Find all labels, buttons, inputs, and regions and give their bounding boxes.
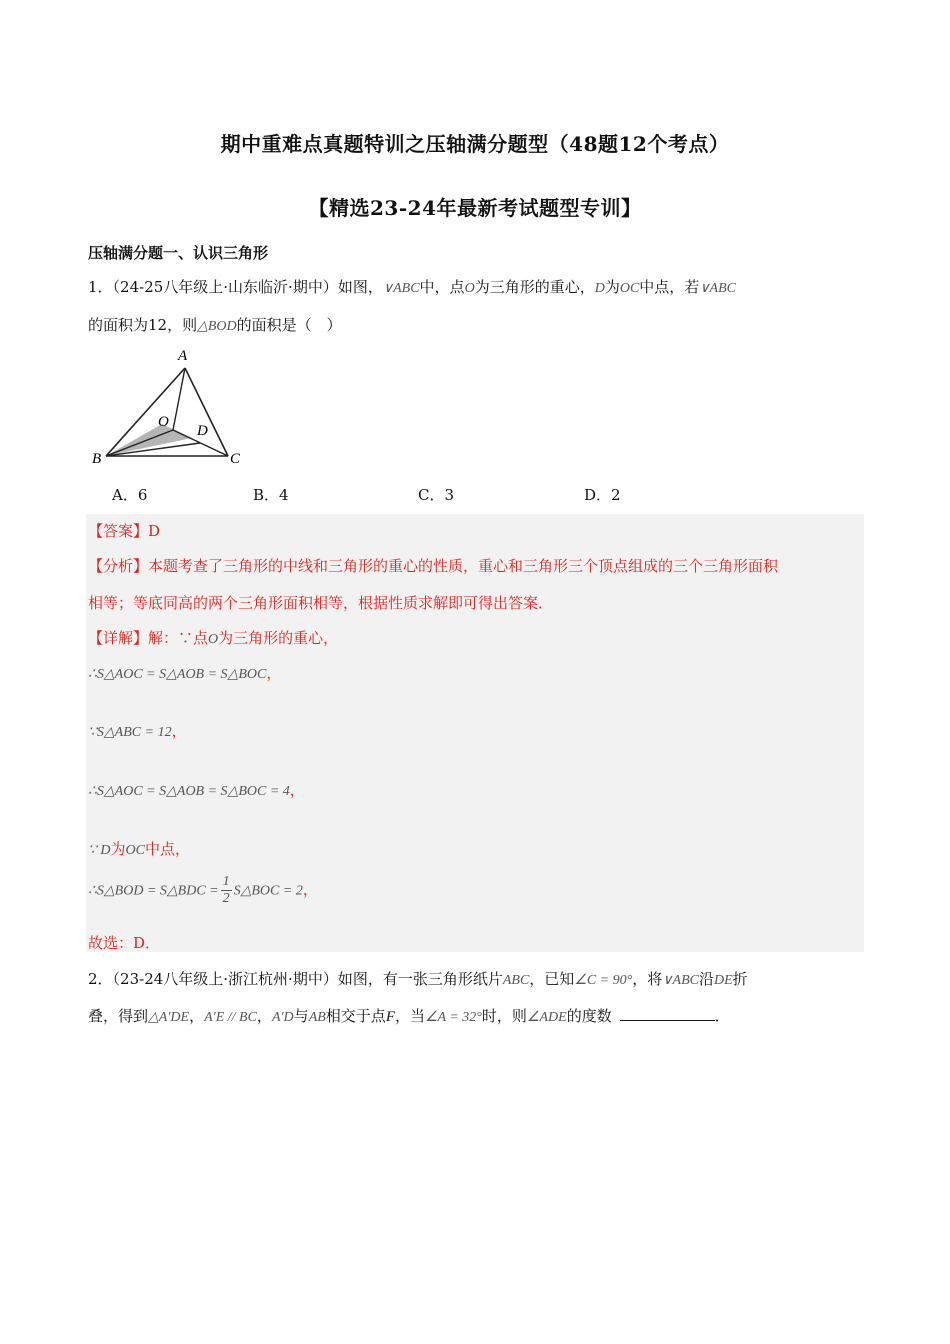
q2-number: 2． <box>88 970 113 988</box>
q2-source: （23-24八年级上·浙江杭州·期中） <box>112 970 338 988</box>
detail-text: 为三角形的重心， <box>218 629 339 647</box>
equation-4 <box>88 838 190 859</box>
answer-label: 【答案】 <box>88 522 149 540</box>
fraction-denominator: 2 <box>222 891 230 906</box>
q1-math-abc: ∨ABC <box>699 281 737 296</box>
equation-text: S△BOC = 2 <box>233 883 303 899</box>
q2-text: 时，则 <box>481 1007 527 1025</box>
q2-text: ，已知 <box>529 970 575 988</box>
fraction-numerator: 1 <box>222 874 230 889</box>
edge-ac <box>185 368 228 456</box>
equation-text: ∴S△AOC = S△AOB = S△BOC <box>88 667 267 682</box>
document-title: 期中重难点真题特训之压轴满分题型（48题12个考点） <box>220 132 730 156</box>
q1-text: 中点，若 <box>639 278 700 296</box>
segment-ao <box>173 368 185 430</box>
final-answer: 故选：D． <box>88 934 161 952</box>
q1-math-o: O <box>464 281 475 296</box>
q2-text: 折 <box>732 970 748 988</box>
equation-comma: ， <box>289 781 305 799</box>
q2-math: A′E // BC <box>204 1010 257 1025</box>
document-subtitle: 【精选23-24年最新考试题型专训】 <box>308 196 642 220</box>
q2-math: ABC <box>502 973 530 988</box>
q2-math-f: F <box>385 1009 395 1025</box>
answer-blank[interactable] <box>620 1008 715 1021</box>
triangle-figure <box>88 344 258 472</box>
analysis-label: 【分析】 <box>88 557 149 575</box>
detail-math-o: O <box>208 632 219 647</box>
q2-text: ． <box>714 1007 730 1025</box>
q1-line1 <box>88 276 736 297</box>
equation-5 <box>88 874 318 907</box>
q1-math-oc: OC <box>619 281 640 296</box>
q1-text: 如图， <box>337 278 383 296</box>
q2-line1 <box>88 968 748 989</box>
q1-text: 为 <box>604 278 620 296</box>
label-d: D <box>197 423 208 439</box>
q1-text: 中，点 <box>419 278 465 296</box>
equation-text: 中点， <box>145 840 191 858</box>
equation-math-oc: OC <box>125 843 145 858</box>
q2-text: ， <box>256 1007 272 1025</box>
q2-text: ，当 <box>394 1007 425 1025</box>
q1-text: 的面积为12，则 <box>88 316 198 334</box>
q2-math: DE <box>713 973 733 988</box>
q2-text: 叠，得到 <box>88 1007 149 1025</box>
detail-line <box>88 627 338 648</box>
analysis-text: 本题考查了三角形的中线和三角形的重心的性质，重心和三角形三个顶点组成的三个三角形面积 <box>148 557 779 575</box>
option-c: C．3 <box>418 486 455 504</box>
q2-text: 如图，有一张三角形纸片 <box>337 970 503 988</box>
q1-source: （24-25八年级上·山东临沂·期中） <box>112 278 338 296</box>
equation-comma: ， <box>302 880 318 899</box>
option-b: B．4 <box>253 486 289 504</box>
q2-text: 与 <box>293 1007 309 1025</box>
q2-text: 相交于点 <box>325 1007 386 1025</box>
analysis-line2: 相等；等底同高的两个三角形面积相等，根据性质求解即可得出答案． <box>88 594 554 612</box>
option-a: A．6 <box>112 486 148 504</box>
equation-text: ∵ D <box>88 843 111 858</box>
q1-math-bod: △BOD <box>197 319 237 334</box>
q2-math: △A′DE <box>148 1010 190 1025</box>
fraction-half <box>221 874 232 907</box>
label-o: O <box>158 414 169 430</box>
q2-text: ， <box>189 1007 205 1025</box>
q1-text: 为三角形的重心， <box>474 278 595 296</box>
q2-line2 <box>88 1005 730 1026</box>
equation-2 <box>88 720 187 741</box>
detail-label: 【详解】 <box>88 629 149 647</box>
q2-math: ∠C = 90° <box>574 973 633 988</box>
q2-math: ∨ABC <box>662 973 699 988</box>
q1-line2 <box>88 314 342 335</box>
q2-text: 沿 <box>698 970 714 988</box>
q1-number: 1． <box>88 278 113 296</box>
q1-math-d: D <box>594 281 605 296</box>
equation-text: ∵S△ABC = 12 <box>88 725 172 740</box>
q1-math-abc: ∨ABC <box>382 281 420 296</box>
label-b: B <box>92 451 102 467</box>
analysis-line1 <box>88 555 778 576</box>
label-a: A <box>178 348 188 364</box>
detail-text: 解：∵点 <box>148 629 209 647</box>
equation-comma: ， <box>171 722 187 740</box>
equation-1 <box>88 662 281 683</box>
option-d: D．2 <box>584 486 621 504</box>
q2-text: ，将 <box>632 970 663 988</box>
label-c: C <box>230 451 241 467</box>
equation-text: ∴S△AOC = S△AOB = S△BOC = 4 <box>88 784 290 799</box>
equation-comma: ， <box>266 664 282 682</box>
equation-3 <box>88 779 305 800</box>
q2-math: ∠ADE <box>526 1010 567 1025</box>
q2-math: A′D <box>271 1010 294 1025</box>
q1-text: 的面积是（ ） <box>236 316 342 334</box>
equation-text: 为 <box>110 840 126 858</box>
q2-math: ∠A = 32° <box>425 1010 482 1025</box>
answer-value: D <box>148 522 161 540</box>
equation-text: ∴S△BOD = S△BDC = <box>88 883 219 899</box>
section-heading: 压轴满分题一、认识三角形 <box>88 244 269 262</box>
q2-text: 的度数 <box>566 1007 612 1025</box>
q2-math: AB <box>308 1010 326 1025</box>
answer-line <box>88 520 160 541</box>
